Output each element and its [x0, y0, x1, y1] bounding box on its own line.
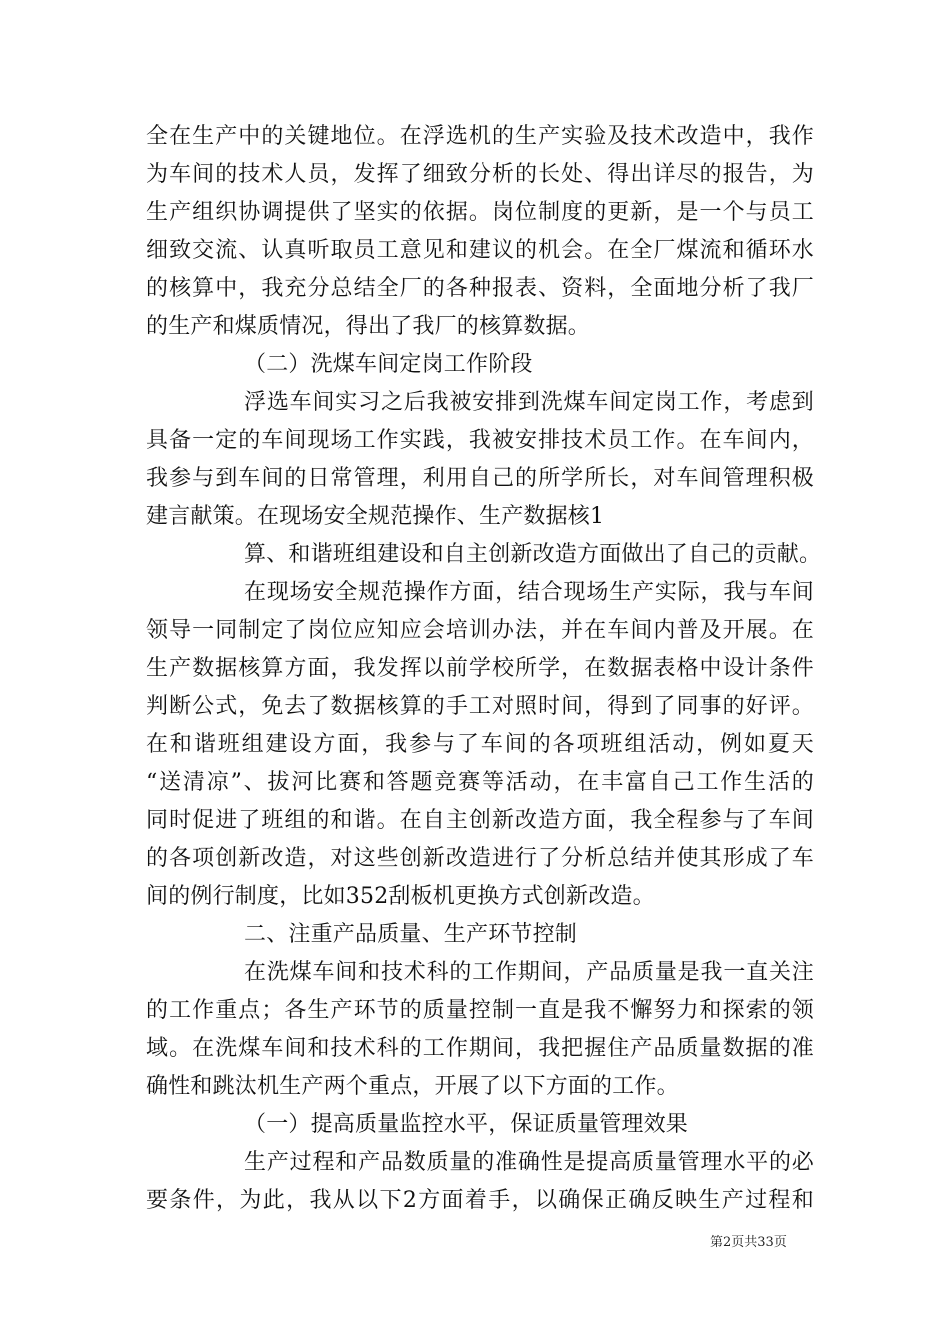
text-line: 同时促进了班组的和谐。在自主创新改造方面，我全程参与了车间	[146, 808, 814, 833]
text-line: 域。在洗煤车间和技术科的工作期间，我把握住产品质量数据的准	[146, 1036, 814, 1061]
text-line: 浮选车间实习之后我被安排到洗煤车间定岗工作，考虑到	[244, 390, 814, 415]
text-line: 在洗煤车间和技术科的工作期间，产品质量是我一直关注	[244, 960, 814, 985]
body-text	[146, 118, 822, 1220]
section-heading: （一）提高质量监控水平，保证质量管理效果	[244, 1112, 689, 1137]
text-line: 生产组织协调提供了坚实的依据。岗位制度的更新，是一个与员工	[146, 200, 814, 225]
section-heading: （二）洗煤车间定岗工作阶段	[244, 352, 533, 377]
text-line: “送清凉”、拔河比赛和答题竞赛等活动，在丰富自己工作生活的	[146, 770, 814, 795]
text-line: 的生产和煤质情况，得出了我厂的核算数据。	[146, 314, 591, 339]
text-line: 判断公式，免去了数据核算的手工对照时间，得到了同事的好评。	[146, 694, 814, 719]
text-line: 建言献策。在现场安全规范操作、生产数据核1	[146, 504, 605, 529]
text-line: 的核算中，我充分总结全厂的各种报表、资料，全面地分析了我厂	[146, 276, 814, 301]
text-line: 生产过程和产品数质量的准确性是提高质量管理水平的必	[244, 1150, 814, 1175]
text-line: 领导一同制定了岗位应知应会培训办法，并在车间内普及开展。在	[146, 618, 814, 643]
text-line: 的各项创新改造，对这些创新改造进行了分析总结并使其形成了车	[146, 846, 814, 871]
text-line: 生产数据核算方面，我发挥以前学校所学，在数据表格中设计条件	[146, 656, 814, 681]
text-line: 在和谐班组建设方面，我参与了车间的各项班组活动，例如夏天	[146, 732, 814, 757]
text-line: 全在生产中的关键地位。在浮选机的生产实验及技术改造中，我作	[146, 124, 814, 149]
text-line: 具备一定的车间现场工作实践，我被安排技术员工作。在车间内，	[146, 428, 814, 453]
text-line: 算、和谐班组建设和自主创新改造方面做出了自己的贡献。	[244, 542, 822, 567]
section-heading: 二、注重产品质量、生产环节控制	[244, 922, 578, 947]
text-line: 间的例行制度，比如352刮板机更换方式创新改造。	[146, 884, 655, 909]
text-line: 为车间的技术人员，发挥了细致分析的长处、得出详尽的报告，为	[146, 162, 814, 187]
text-line: 确性和跳汰机生产两个重点，开展了以下方面的工作。	[146, 1074, 679, 1099]
text-line: 在现场安全规范操作方面，结合现场生产实际，我与车间	[244, 580, 814, 605]
text-line: 的工作重点；各生产环节的质量控制一直是我不懈努力和探索的领	[146, 998, 814, 1023]
text-line: 细致交流、认真听取员工意见和建议的机会。在全厂煤流和循环水	[146, 238, 814, 263]
text-line: 要条件，为此，我从以下2方面着手，以确保正确反映生产过程和	[146, 1188, 814, 1213]
page-number: 第2页共33页	[710, 1235, 787, 1250]
text-line: 我参与到车间的日常管理，利用自己的所学所长，对车间管理积极	[146, 466, 814, 491]
